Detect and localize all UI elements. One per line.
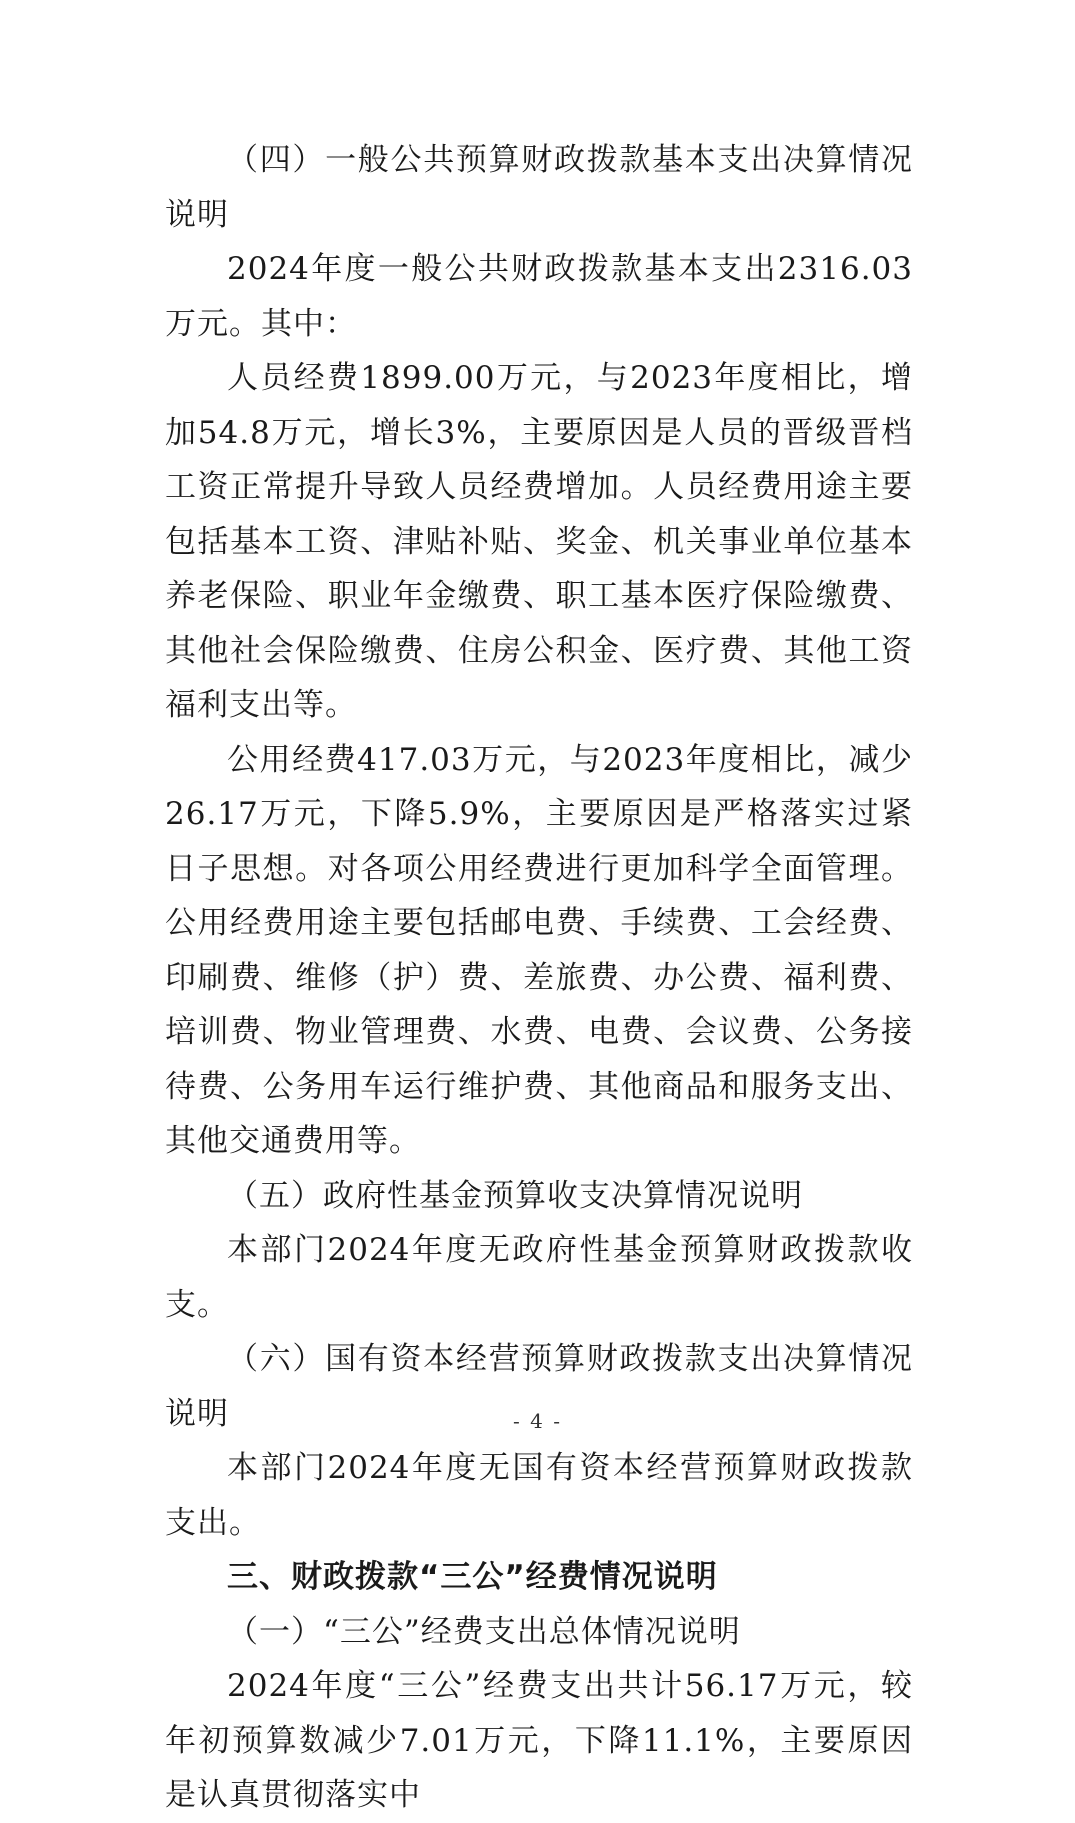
subsection-heading-5: （五）政府性基金预算收支决算情况说明 bbox=[227, 1177, 803, 1214]
subsection-heading-4: （四）一般公共预算财政拨款基本支出决算情况说明 bbox=[165, 142, 913, 233]
paragraph-state-capital: 本部门2024年度无国有资本经营预算财政拨款支出。 bbox=[165, 1450, 913, 1541]
section-heading-3: 三、财政拨款“三公”经费情况说明 bbox=[227, 1559, 718, 1595]
document-body bbox=[165, 133, 913, 1823]
paragraph-public-expenses: 公用经费417.03万元，与2023年度相比，减少26.17万元，下降5.9%，主要原因是严格落实过紧日子思想。对各项公用经费进行更加科学全面管理。公用经费用途主要包括邮电费、手续费、工会经费、印刷费、维修（护）费、差旅费、办公费、福利费、培训费、物业管理费、水费、电费、会议费、公务接待费、公务用车运行维护费、其他商品和服务支出、其他交通费用等。 bbox=[165, 741, 913, 1159]
paragraph-three-public-total: 2024年度“三公”经费支出共计56.17万元，较年初预算数减少7.01万元，下降11.1%，主要原因是认真贯彻落实中 bbox=[165, 1668, 913, 1813]
subsection-heading-1: （一）“三公”经费支出总体情况说明 bbox=[227, 1613, 741, 1650]
paragraph-basic-expenditure: 2024年度一般公共财政拨款基本支出2316.03万元。其中： bbox=[165, 251, 913, 342]
subsection-heading-6: （六）国有资本经营预算财政拨款支出决算情况说明 bbox=[165, 1341, 913, 1432]
page-number: - 4 - bbox=[513, 1409, 562, 1433]
paragraph-government-fund: 本部门2024年度无政府性基金预算财政拨款收支。 bbox=[165, 1232, 913, 1323]
paragraph-personnel-expenses: 人员经费1899.00万元，与2023年度相比，增加54.8万元，增长3%，主要原因是人员的晋级晋档工资正常提升导致人员经费增加。人员经费用途主要包括基本工资、津贴补贴、奖金、机关事业单位基本养老保险、职业年金缴费、职工基本医疗保险缴费、其他社会保险缴费、住房公积金、医疗费、其他工资福利支出等。 bbox=[165, 360, 913, 723]
